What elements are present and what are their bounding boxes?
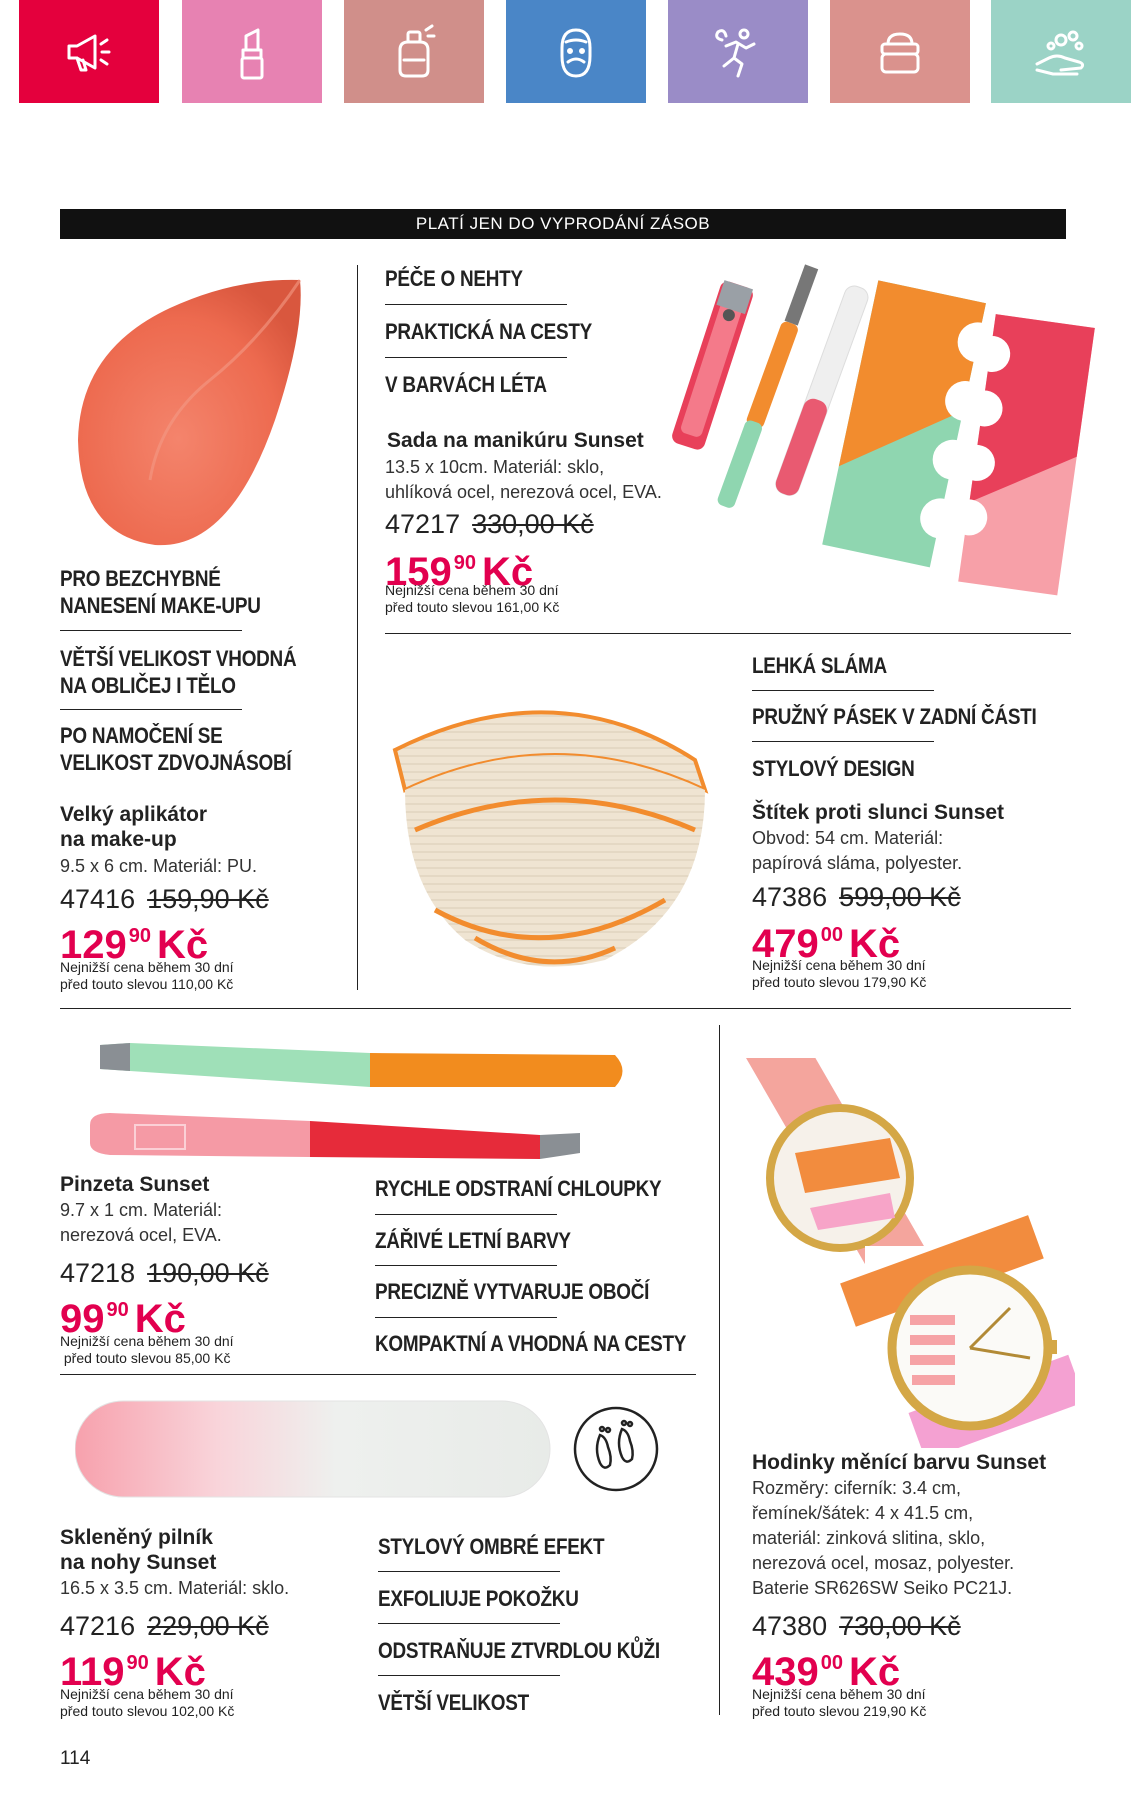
manicure-set-image	[660, 250, 1100, 620]
tab-men[interactable]	[506, 0, 646, 103]
product-name: Skleněný pilník na nohy Sunset	[60, 1526, 217, 1574]
price-integer: 479	[752, 922, 819, 966]
divider	[375, 1214, 557, 1215]
price-decimal: 90	[128, 925, 151, 947]
price-currency: Kč	[849, 922, 901, 966]
feet-icon	[572, 1405, 660, 1493]
feature-1: STYLOVÝ OMBRÉ EFEKT	[378, 1534, 605, 1559]
product-code: 47416	[60, 884, 136, 914]
tab-skincare[interactable]	[830, 0, 970, 103]
divider	[752, 741, 934, 742]
product-name: Štítek proti slunci Sunset	[752, 801, 1005, 824]
divider	[378, 1571, 560, 1572]
lowest-price-note: Nejnižší cena během 30 dní před touto slevou 102,00 Kč	[60, 1686, 235, 1719]
lipstick-icon	[222, 22, 282, 82]
price-integer: 159	[385, 550, 452, 594]
feature-2: PRUŽNÝ PÁSEK V ZADNÍ ČÁSTI	[752, 704, 1037, 729]
product-name: Sada na manikúru Sunset	[387, 429, 644, 452]
sun-visor-image	[375, 680, 735, 980]
divider	[60, 709, 242, 710]
feature-2: PRAKTICKÁ NA CESTY	[385, 319, 592, 344]
divider	[375, 1265, 557, 1266]
feature-2: VĚTŠÍ VELIKOST VHODNÁ NA OBLIČEJ I TĚLO	[60, 646, 297, 698]
lowest-price-note: Nejnižší cena během 30 dní před touto slevou 179,90 Kč	[752, 957, 927, 990]
price-currency: Kč	[482, 550, 534, 594]
watch-image	[740, 1058, 1075, 1448]
product-description: 13.5 x 10cm. Materiál: sklo, uhlíková ocel, nerezová ocel, EVA.	[385, 457, 662, 502]
price-decimal: 00	[820, 1652, 843, 1674]
tab-promotions[interactable]	[19, 0, 159, 103]
stock-banner: PLATÍ JEN DO VYPRODÁNÍ ZÁSOB	[60, 209, 1066, 239]
product-code-line	[752, 1611, 961, 1641]
feature-3: PO NAMOČENÍ SE VELIKOST ZDVOJNÁSOBÍ	[60, 723, 292, 775]
product-code-line	[60, 1611, 269, 1641]
old-price: 730,00 Kč	[839, 1611, 961, 1641]
section-divider	[60, 1008, 1071, 1009]
feature-4: VĚTŠÍ VELIKOST	[378, 1690, 529, 1715]
product-code-line	[60, 1258, 269, 1288]
product-name: Velký aplikátor na make-up	[60, 803, 208, 851]
product-code-line	[60, 884, 269, 914]
price-currency: Kč	[134, 1297, 186, 1341]
product-description: 9.7 x 1 cm. Materiál: nerezová ocel, EVA.	[60, 1200, 223, 1245]
feature-3: ODSTRAŇUJE ZTVRDLOU KŮŽI	[378, 1638, 660, 1663]
feature-4: KOMPAKTNÍ A VHODNÁ NA CESTY	[375, 1331, 687, 1356]
divider	[385, 304, 567, 305]
makeup-sponge-image	[60, 270, 320, 570]
product-description: Rozměry: ciferník: 3.4 cm, řemínek/šátek: 4 x 41.5 cm, materiál: zinková slitina, sklo, nerezová ocel, mosaz, polyester. Baterie SR626SW Seiko PC21J.	[752, 1478, 1015, 1598]
product-description: Obvod: 54 cm. Materiál: papírová sláma, polyester.	[752, 828, 963, 873]
foot-file-image	[75, 1395, 555, 1505]
megaphone-icon	[59, 22, 119, 82]
hand-wash-icon	[1031, 22, 1091, 82]
divider	[60, 630, 242, 631]
product-name: Pinzeta Sunset	[60, 1173, 210, 1196]
old-price: 190,00 Kč	[147, 1258, 269, 1288]
section-divider	[385, 633, 1071, 634]
lowest-price-note: Nejnižší cena během 30 dní před touto slevou 161,00 Kč	[385, 582, 560, 615]
price-decimal: 90	[126, 1652, 149, 1674]
tab-fragrance[interactable]	[344, 0, 484, 103]
price-currency: Kč	[154, 1650, 206, 1694]
old-price: 599,00 Kč	[839, 882, 961, 912]
bearded-man-icon	[546, 22, 606, 82]
divider	[378, 1623, 560, 1624]
product-name: Hodinky měnící barvu Sunset	[752, 1451, 1047, 1474]
price-integer: 119	[60, 1650, 125, 1694]
product-description: 16.5 x 3.5 cm. Materiál: sklo.	[60, 1578, 290, 1598]
tab-makeup[interactable]	[182, 0, 322, 103]
column-divider	[719, 1025, 720, 1715]
old-price: 330,00 Kč	[472, 509, 594, 539]
section-divider	[60, 1374, 696, 1375]
product-code-line	[752, 882, 961, 912]
page-number: 114	[60, 1748, 91, 1769]
feature-3: V BARVÁCH LÉTA	[385, 372, 547, 397]
price-currency: Kč	[157, 923, 209, 967]
price-integer: 439	[752, 1650, 819, 1694]
perfume-icon	[384, 22, 444, 82]
price-integer: 129	[60, 923, 127, 967]
divider	[752, 690, 934, 691]
feature-1: PÉČE O NEHTY	[385, 266, 523, 291]
product-code: 47386	[752, 882, 828, 912]
running-person-icon	[708, 22, 768, 82]
lowest-price-note: Nejnižší cena během 30 dní před touto slevou 219,90 Kč	[752, 1686, 927, 1719]
product-code: 47217	[385, 509, 461, 539]
feature-1: RYCHLE ODSTRANÍ CHLOUPKY	[375, 1176, 662, 1201]
price-integer: 99	[60, 1297, 105, 1341]
product-code: 47216	[60, 1611, 136, 1641]
old-price: 229,00 Kč	[147, 1611, 269, 1641]
cream-jar-icon	[870, 22, 930, 82]
feature-1: LEHKÁ SLÁMA	[752, 653, 887, 678]
product-code: 47380	[752, 1611, 828, 1641]
feature-1: PRO BEZCHYBNÉ NANESENÍ MAKE-UPU	[60, 566, 261, 618]
lowest-price-note: Nejnižší cena během 30 dní před touto slevou 110,00 Kč	[60, 959, 234, 992]
column-divider	[357, 265, 358, 990]
price-decimal: 00	[820, 924, 843, 946]
product-code-line	[385, 509, 594, 539]
feature-2: ZÁŘIVÉ LETNÍ BARVY	[375, 1228, 571, 1253]
price-decimal: 90	[453, 552, 476, 574]
old-price: 159,90 Kč	[147, 884, 269, 914]
feature-3: PRECIZNĚ VYTVARUJE OBOČÍ	[375, 1279, 650, 1304]
divider	[378, 1675, 560, 1676]
feature-2: EXFOLIUJE POKOŽKU	[378, 1586, 579, 1611]
divider	[375, 1317, 557, 1318]
product-code: 47218	[60, 1258, 136, 1288]
tweezers-image	[70, 1025, 630, 1175]
price-currency: Kč	[849, 1650, 901, 1694]
product-description: 9.5 x 6 cm. Materiál: PU.	[60, 856, 258, 876]
price-decimal: 90	[106, 1299, 129, 1321]
feature-3: STYLOVÝ DESIGN	[752, 756, 915, 781]
lowest-price-note: Nejnižší cena během 30 dní před touto slevou 85,00 Kč	[60, 1333, 234, 1366]
tab-wellness[interactable]	[668, 0, 808, 103]
tab-bodycare[interactable]	[991, 0, 1131, 103]
divider	[385, 357, 567, 358]
